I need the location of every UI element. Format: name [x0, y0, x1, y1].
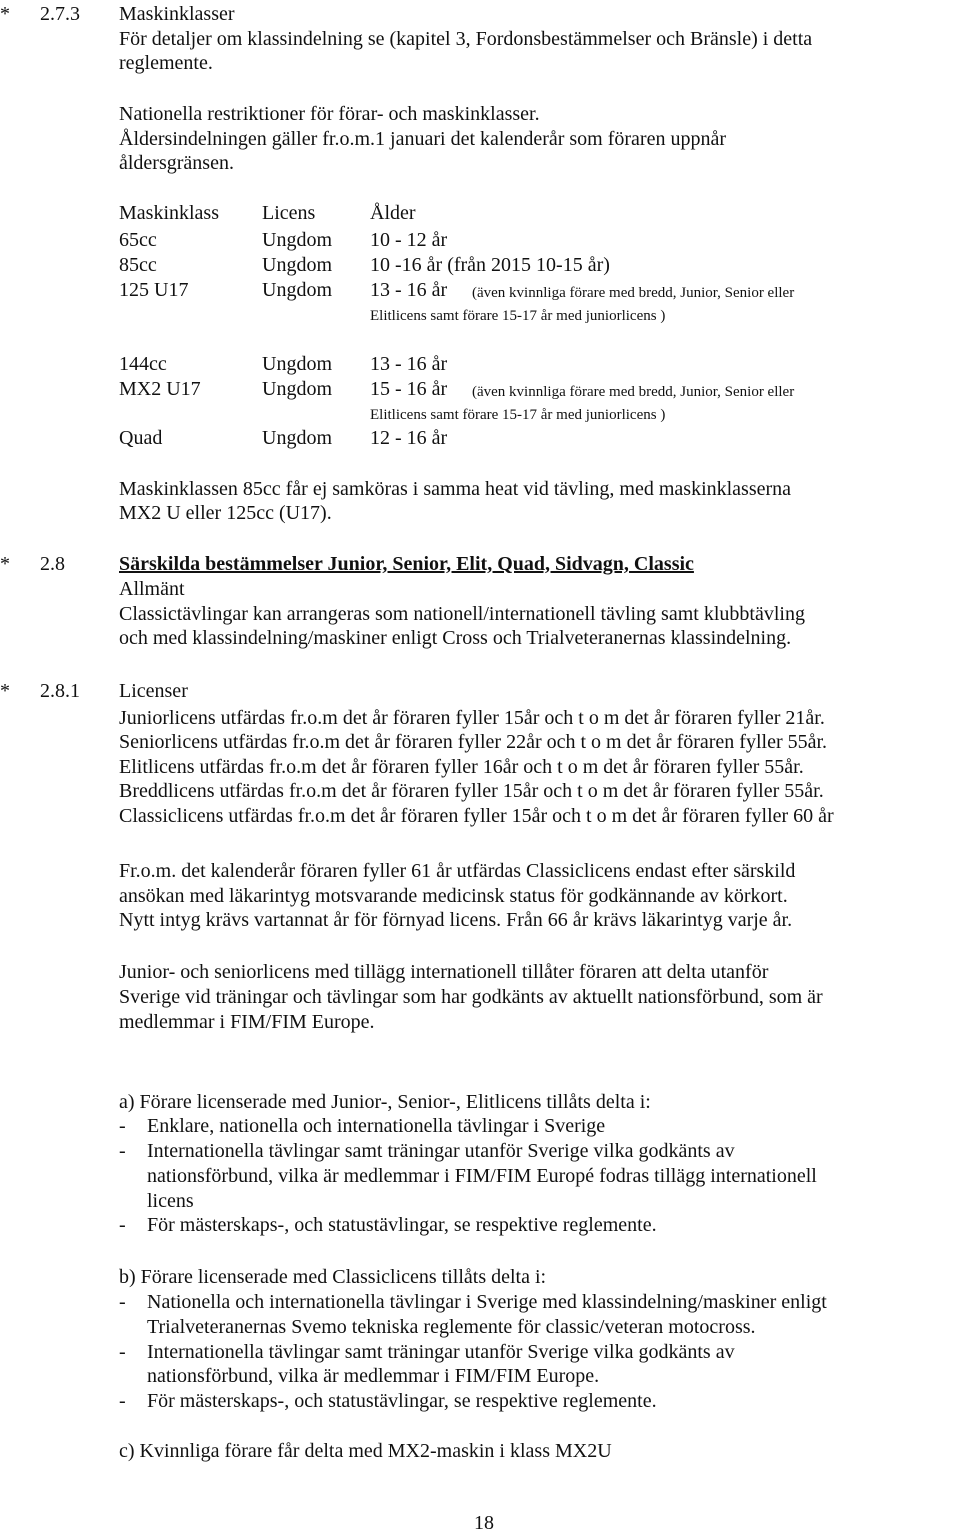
table-cell-licens: Ungdom [262, 229, 332, 251]
table-cell-alder: 15 - 16 år [370, 378, 448, 400]
table-cell-note: Elitlicens samt förare 15-17 år med juniorlicens ) [370, 407, 666, 423]
classic-license-note: ansökan med läkarintyg motsvarande medicinsk status för godkännande av körkort. [119, 885, 788, 907]
intro-line-1: För detaljer om klassindelning se (kapitel 3, Fordonsbestämmelser och Bränsle) i detta [119, 28, 813, 50]
table-cell-note: (även kvinnliga förare med bredd, Junior, Senior eller [472, 285, 795, 301]
table-cell-alder: 10 - 12 år [370, 229, 448, 251]
list-b-item: Trialveteranernas Svemo tekniska reglemente för classic/veteran motocross. [147, 1316, 756, 1338]
list-a-item: För mästerskaps-, och statustävlingar, se respektive reglemente. [147, 1214, 657, 1236]
list-c-title: c) Kvinnliga förare får delta med MX2-maskin i klass MX2U [119, 1440, 612, 1462]
list-b-title: b) Förare licenserade med Classiclicens tillåts delta i: [119, 1266, 547, 1288]
section-marker-281: * [0, 680, 10, 702]
list-bullet: - [119, 1291, 126, 1313]
classic-line-1: Classictävlingar kan arrangeras som nationell/internationell tävling samt klubbtävling [119, 603, 805, 625]
table-cell-licens: Ungdom [262, 279, 332, 301]
license-rule: Elitlicens utfärdas fr.o.m det år föraren fyller 16år och t o m det år föraren fyller 55år. [119, 756, 804, 778]
section-number-273: 2.7.3 [40, 3, 80, 25]
table-cell-licens: Ungdom [262, 378, 332, 400]
restriction-line-1: Nationella restriktioner för förar- och maskinklasser. [119, 103, 540, 125]
section-number-281: 2.8.1 [40, 680, 80, 702]
section-title-273: Maskinklasser [119, 3, 235, 25]
section-marker-273: * [0, 3, 10, 25]
table-cell-klass: MX2 U17 [119, 378, 201, 400]
section-subtitle-28: Allmänt [119, 578, 185, 600]
classic-license-note: Fr.o.m. det kalenderår föraren fyller 61 år utfärdas Classiclicens endast efter särskild [119, 860, 796, 882]
table-cell-licens: Ungdom [262, 427, 332, 449]
table-header-alder: Ålder [370, 202, 416, 224]
license-rule: Breddlicens utfärdas fr.o.m det år föraren fyller 15år och t o m det år föraren fyller 55år. [119, 780, 824, 802]
table-cell-klass: 85cc [119, 254, 157, 276]
list-a-item: licens [147, 1190, 194, 1212]
restriction-line-2: Åldersindelningen gäller fr.o.m.1 januari det kalenderår som föraren uppnår [119, 128, 727, 150]
table-cell-klass: 125 U17 [119, 279, 189, 301]
list-bullet: - [119, 1115, 126, 1137]
list-bullet: - [119, 1214, 126, 1236]
restriction-line-3: åldersgränsen. [119, 152, 234, 174]
intl-license-note: Junior- och seniorlicens med tillägg internationell tillåter föraren att delta utanför [119, 961, 769, 983]
intro-line-2: reglemente. [119, 52, 213, 74]
list-a-item: Enklare, nationella och internationella tävlingar i Sverige [147, 1115, 606, 1137]
table-cell-klass: Quad [119, 427, 163, 449]
classic-license-note: Nytt intyg krävs vartannat år för förnyad licens. Från 66 år krävs läkarintyg varje år. [119, 909, 793, 931]
table-cell-klass: 144cc [119, 353, 167, 375]
list-b-item: För mästerskaps-, och statustävlingar, se respektive reglemente. [147, 1390, 657, 1412]
intl-license-note: Sverige vid träningar och tävlingar som har godkänts av aktuellt nationsförbund, som är [119, 986, 823, 1008]
table-cell-note: (även kvinnliga förare med bredd, Junior, Senior eller [472, 384, 795, 400]
table-cell-alder: 13 - 16 år [370, 279, 448, 301]
table-cell-klass: 65cc [119, 229, 157, 251]
list-b-item: Nationella och internationella tävlingar i Sverige med klassindelning/maskiner enligt [147, 1291, 827, 1313]
class-note-line-2: MX2 U eller 125cc (U17). [119, 502, 332, 524]
table-cell-alder: 13 - 16 år [370, 353, 448, 375]
list-b-item: nationsförbund, vilka är medlemmar i FIM/FIM Europe. [147, 1365, 600, 1387]
license-rule: Juniorlicens utfärdas fr.o.m det år föraren fyller 15år och t o m det år föraren fyller 21år. [119, 707, 825, 729]
list-a-item: Internationella tävlingar samt träningar utanför Sverige vilka godkänts av [147, 1140, 735, 1162]
license-rule: Classiclicens utfärdas fr.o.m det år föraren fyller 15år och t o m det år föraren fyller 60 år [119, 805, 834, 827]
section-title-28: Särskilda bestämmelser Junior, Senior, Elit, Quad, Sidvagn, Classic [119, 553, 694, 575]
list-bullet: - [119, 1390, 126, 1412]
intl-license-note: medlemmar i FIM/FIM Europe. [119, 1011, 375, 1033]
table-cell-note: Elitlicens samt förare 15-17 år med juniorlicens ) [370, 308, 666, 324]
license-rule: Seniorlicens utfärdas fr.o.m det år föraren fyller 22år och t o m det år föraren fyller 55år. [119, 731, 828, 753]
list-bullet: - [119, 1341, 126, 1363]
section-number-28: 2.8 [40, 553, 65, 575]
table-cell-alder: 12 - 16 år [370, 427, 448, 449]
page-number: 18 [474, 1512, 494, 1534]
list-a-title: a) Förare licenserade med Junior-, Senior-, Elitlicens tillåts delta i: [119, 1091, 651, 1113]
table-cell-licens: Ungdom [262, 254, 332, 276]
table-header-licens: Licens [262, 202, 316, 224]
table-cell-licens: Ungdom [262, 353, 332, 375]
list-b-item: Internationella tävlingar samt träningar utanför Sverige vilka godkänts av [147, 1341, 735, 1363]
table-cell-alder: 10 -16 år (från 2015 10-15 år) [370, 254, 610, 276]
list-bullet: - [119, 1140, 126, 1162]
table-header-klass: Maskinklass [119, 202, 219, 224]
section-title-281: Licenser [119, 680, 188, 702]
class-note-line-1: Maskinklassen 85cc får ej samköras i samma heat vid tävling, med maskinklasserna [119, 478, 792, 500]
section-marker-28: * [0, 553, 10, 575]
list-a-item: nationsförbund, vilka är medlemmar i FIM/FIM Europé fodras tillägg internationell [147, 1165, 817, 1187]
classic-line-2: och med klassindelning/maskiner enligt Cross och Trialveteranernas klassindelning. [119, 627, 792, 649]
